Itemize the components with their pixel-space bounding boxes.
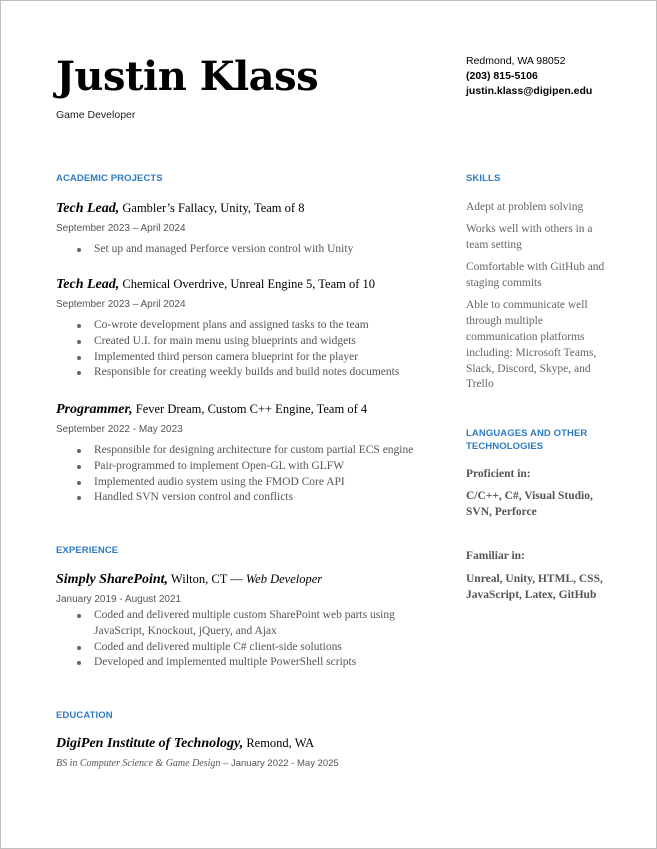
familiar-label: Familiar in: bbox=[466, 550, 525, 562]
skill-item: Comfortable with GitHub and staging commits bbox=[466, 261, 605, 290]
experience-date: January 2019 - August 2021 bbox=[56, 594, 182, 605]
list-item: Co-wrote development plans and assigned tasks to the team bbox=[56, 318, 446, 334]
skills-list bbox=[466, 200, 606, 400]
experience-heading: EXPERIENCE bbox=[56, 545, 119, 556]
skill-item: Adept at problem solving bbox=[466, 201, 584, 213]
company-name: Simply SharePoint, bbox=[56, 572, 169, 587]
skills-heading: SKILLS bbox=[466, 173, 501, 184]
degree: BS in Computer Science & Game Design bbox=[56, 758, 221, 769]
project-role: Programmer, bbox=[56, 402, 133, 417]
project-bullets bbox=[56, 242, 446, 258]
list-item: Coded and delivered multiple custom SharePoint web parts using JavaScript, Knockout, jQuery, and Ajax bbox=[56, 608, 446, 640]
list-item: Implemented audio system using the FMOD Core API bbox=[56, 475, 446, 491]
list-item: Coded and delivered multiple C# client-side solutions bbox=[56, 640, 446, 656]
project-date: September 2023 – April 2024 bbox=[56, 299, 186, 310]
list-item: Created U.I. for main menu using blueprints and widgets bbox=[56, 334, 446, 350]
proficient-list: C/C++, C#, Visual Studio, SVN, Perforce bbox=[466, 490, 593, 518]
project-date: September 2023 – April 2024 bbox=[56, 223, 186, 234]
candidate-name: Justin Klass bbox=[56, 53, 319, 100]
project-title bbox=[56, 277, 446, 293]
project-2 bbox=[56, 277, 446, 381]
company-location: Wilton, CT — bbox=[168, 572, 246, 586]
list-item: Set up and managed Perforce version control with Unity bbox=[56, 242, 446, 258]
list-item: Pair-programmed to implement Open-GL with GLFW bbox=[56, 459, 446, 475]
school-name: DigiPen Institute of Technology, bbox=[56, 736, 244, 751]
languages-heading: LANGUAGES AND OTHER TECHNOLOGIES bbox=[466, 428, 588, 452]
skill-item: Able to communicate well through multiple communication platforms including: Microsoft Teams, Slack, Discord, Skype, and Trello bbox=[466, 299, 597, 391]
project-role: Tech Lead, bbox=[56, 277, 120, 292]
position-title: Web Developer bbox=[245, 572, 323, 586]
education-entry bbox=[56, 736, 446, 769]
project-title bbox=[56, 201, 446, 217]
project-detail: Chemical Overdrive, Unreal Engine 5, Team of 10 bbox=[119, 277, 376, 291]
project-title bbox=[56, 402, 446, 418]
academic-projects-heading: ACADEMIC PROJECTS bbox=[56, 173, 163, 184]
familiar-list: Unreal, Unity, HTML, CSS, JavaScript, Latex, GitHub bbox=[466, 573, 603, 601]
project-detail: Fever Dream, Custom C++ Engine, Team of 4 bbox=[132, 402, 368, 416]
proficient-label: Proficient in: bbox=[466, 468, 531, 480]
project-bullets bbox=[56, 318, 446, 381]
list-item: Implemented third person camera blueprint for the player bbox=[56, 350, 446, 366]
project-detail: Gambler’s Fallacy, Unity, Team of 8 bbox=[119, 201, 305, 215]
address: Redmond, WA 98052 bbox=[466, 55, 566, 67]
project-date: September 2022 - May 2023 bbox=[56, 424, 183, 435]
project-role: Tech Lead, bbox=[56, 201, 120, 216]
school-location: Remond, WA bbox=[243, 736, 315, 750]
experience-entry bbox=[56, 572, 446, 671]
list-item: Handled SVN version control and conflicts bbox=[56, 490, 446, 506]
skill-item: Works well with others in a team setting bbox=[466, 223, 593, 252]
school-title bbox=[56, 736, 446, 752]
education-dates: – January 2022 - May 2025 bbox=[220, 758, 339, 769]
phone: (203) 815-5106 bbox=[466, 70, 538, 82]
project-bullets bbox=[56, 443, 446, 506]
list-item: Developed and implemented multiple PowerShell scripts bbox=[56, 655, 446, 671]
list-item: Responsible for creating weekly builds and build notes documents bbox=[56, 365, 446, 381]
education-date bbox=[56, 758, 446, 769]
education-heading: EDUCATION bbox=[56, 710, 113, 721]
email: justin.klass@digipen.edu bbox=[466, 85, 593, 97]
project-1 bbox=[56, 201, 446, 258]
job-title: Game Developer bbox=[56, 109, 136, 121]
project-3 bbox=[56, 402, 446, 506]
experience-title bbox=[56, 572, 446, 588]
contact-block bbox=[466, 54, 646, 99]
experience-bullets bbox=[56, 608, 446, 671]
list-item: Responsible for designing architecture for custom partial ECS engine bbox=[56, 443, 446, 459]
